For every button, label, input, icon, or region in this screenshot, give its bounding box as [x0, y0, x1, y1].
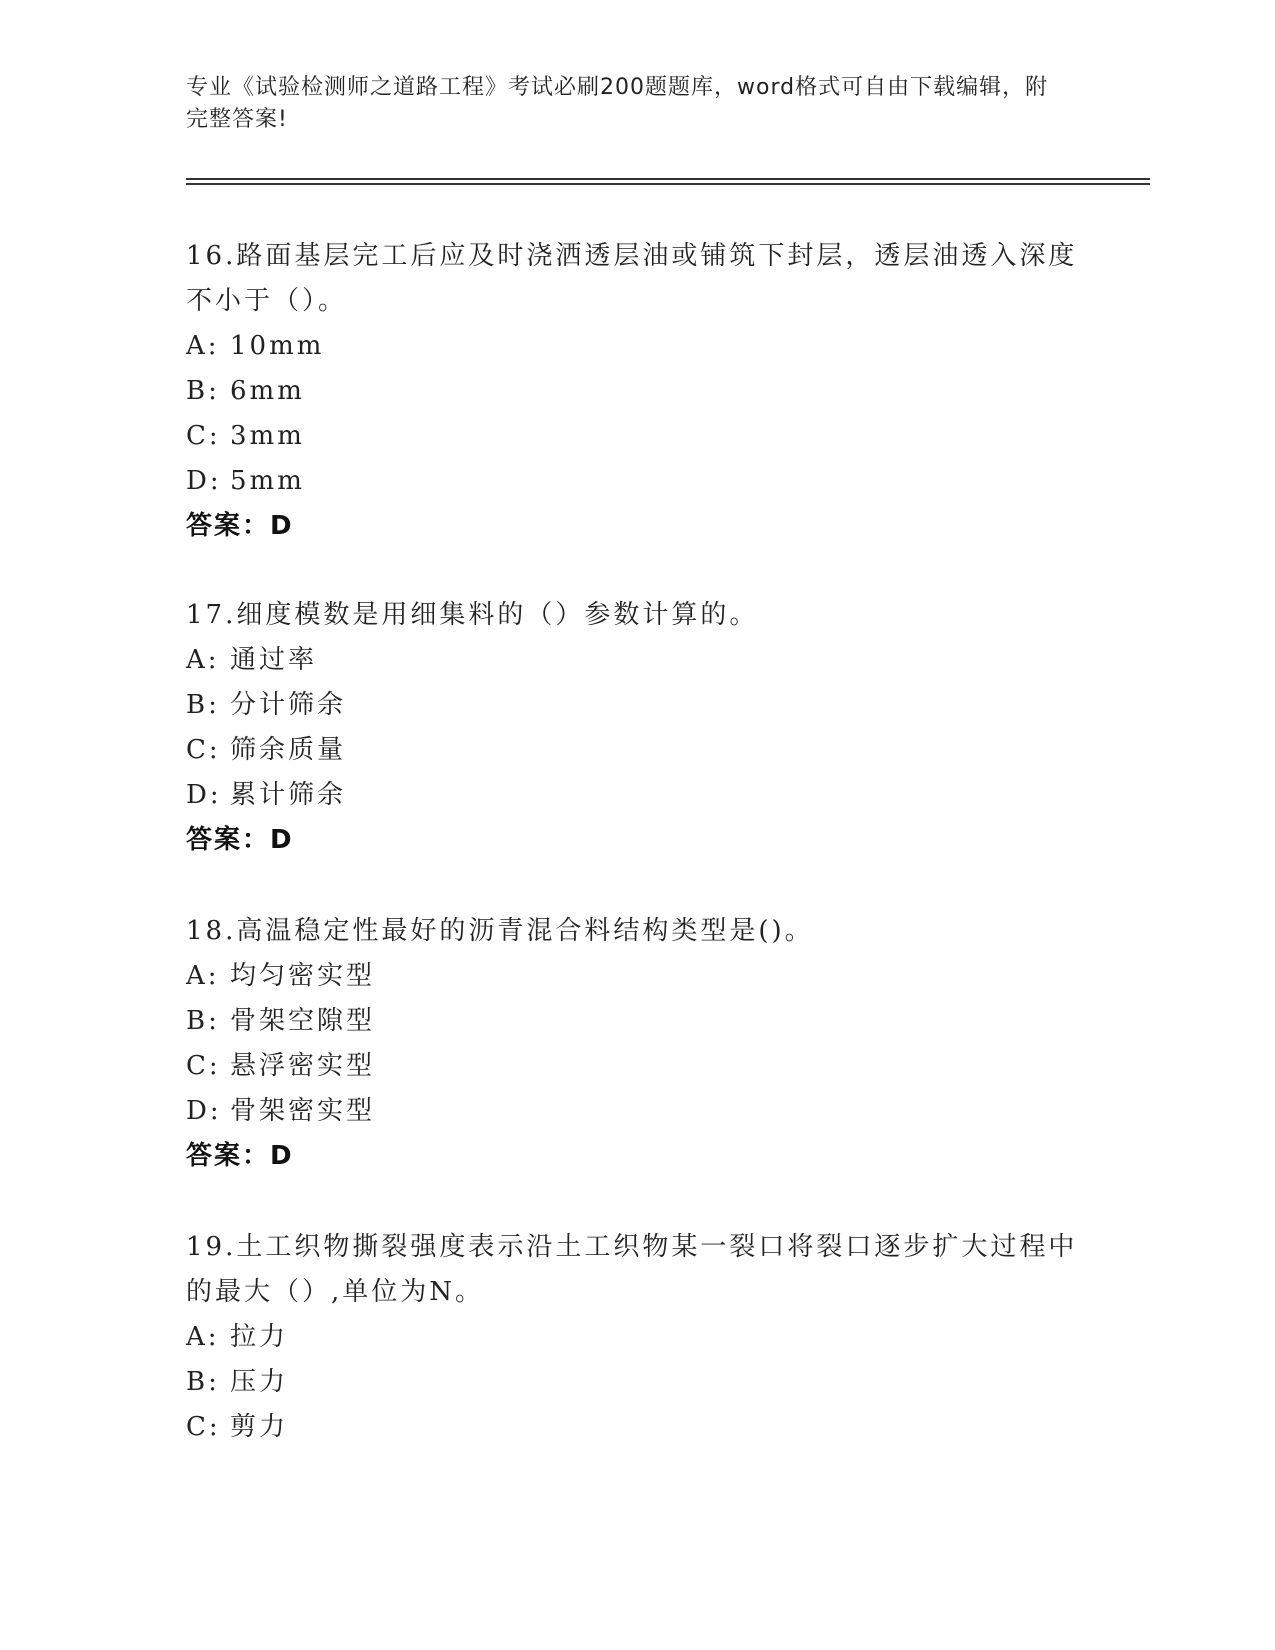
question-17 — [186, 593, 1086, 863]
option-key: A: — [186, 331, 220, 361]
option-key: C: — [186, 1051, 221, 1081]
option-c — [186, 1044, 1086, 1089]
question-18 — [186, 909, 1086, 1179]
option-key: A: — [186, 961, 220, 991]
option-key: C: — [186, 421, 221, 451]
question-text: 17.细度模数是用细集料的（）参数计算的。 — [186, 600, 759, 630]
option-text: 累计筛余 — [230, 780, 347, 810]
option-b — [186, 999, 1086, 1044]
option-d — [186, 773, 1086, 818]
answer-line: 答案：D — [186, 825, 294, 855]
option-d — [186, 459, 1086, 504]
option-key: C: — [186, 735, 221, 765]
option-key: C: — [186, 1412, 221, 1442]
option-text: 通过率 — [230, 645, 318, 675]
document-header — [186, 72, 1066, 136]
option-a — [186, 954, 1086, 999]
header-divider-bottom — [186, 183, 1150, 185]
header-title: 专业《试验检测师之道路工程》考试必刷200题题库，word格式可自由下载编辑，附完整答案! — [186, 75, 1049, 132]
option-c — [186, 728, 1086, 773]
option-key: A: — [186, 645, 220, 675]
option-key: B: — [186, 1006, 220, 1036]
answer-line: 答案：D — [186, 511, 294, 541]
option-b — [186, 683, 1086, 728]
question-text: 18.高温稳定性最好的沥青混合料结构类型是()。 — [186, 916, 814, 946]
answer-line: 答案：D — [186, 1141, 294, 1171]
header-divider-top — [186, 178, 1150, 180]
option-key: B: — [186, 1367, 220, 1397]
option-a — [186, 638, 1086, 683]
option-text: 分计筛余 — [230, 690, 347, 720]
option-key: D: — [186, 1096, 222, 1126]
option-a — [186, 1315, 1086, 1360]
question-text: 16.路面基层完工后应及时浇洒透层油或铺筑下封层，透层油透入深度不小于（）。 — [186, 241, 1078, 316]
question-16 — [186, 234, 1086, 549]
option-b — [186, 1360, 1086, 1405]
question-19 — [186, 1225, 1086, 1450]
option-text: 骨架密实型 — [230, 1096, 376, 1126]
option-text: 5mm — [230, 466, 305, 496]
option-text: 拉力 — [230, 1322, 289, 1352]
option-text: 悬浮密实型 — [230, 1051, 376, 1081]
option-c — [186, 414, 1086, 459]
option-text: 骨架空隙型 — [230, 1006, 376, 1036]
option-b — [186, 369, 1086, 414]
option-key: D: — [186, 780, 222, 810]
option-key: A: — [186, 1322, 220, 1352]
option-text: 均匀密实型 — [230, 961, 376, 991]
option-text: 筛余质量 — [230, 735, 347, 765]
option-text: 压力 — [230, 1367, 289, 1397]
option-c — [186, 1405, 1086, 1450]
question-text: 19.土工织物撕裂强度表示沿土工织物某一裂口将裂口逐步扩大过程中的最大（）,单位为N。 — [186, 1232, 1078, 1307]
option-text: 剪力 — [230, 1412, 289, 1442]
option-text: 3mm — [230, 421, 305, 451]
option-d — [186, 1089, 1086, 1134]
option-key: B: — [186, 690, 220, 720]
option-a — [186, 324, 1086, 369]
option-text: 10mm — [230, 331, 325, 361]
option-text: 6mm — [230, 376, 305, 406]
option-key: B: — [186, 376, 220, 406]
option-key: D: — [186, 466, 222, 496]
